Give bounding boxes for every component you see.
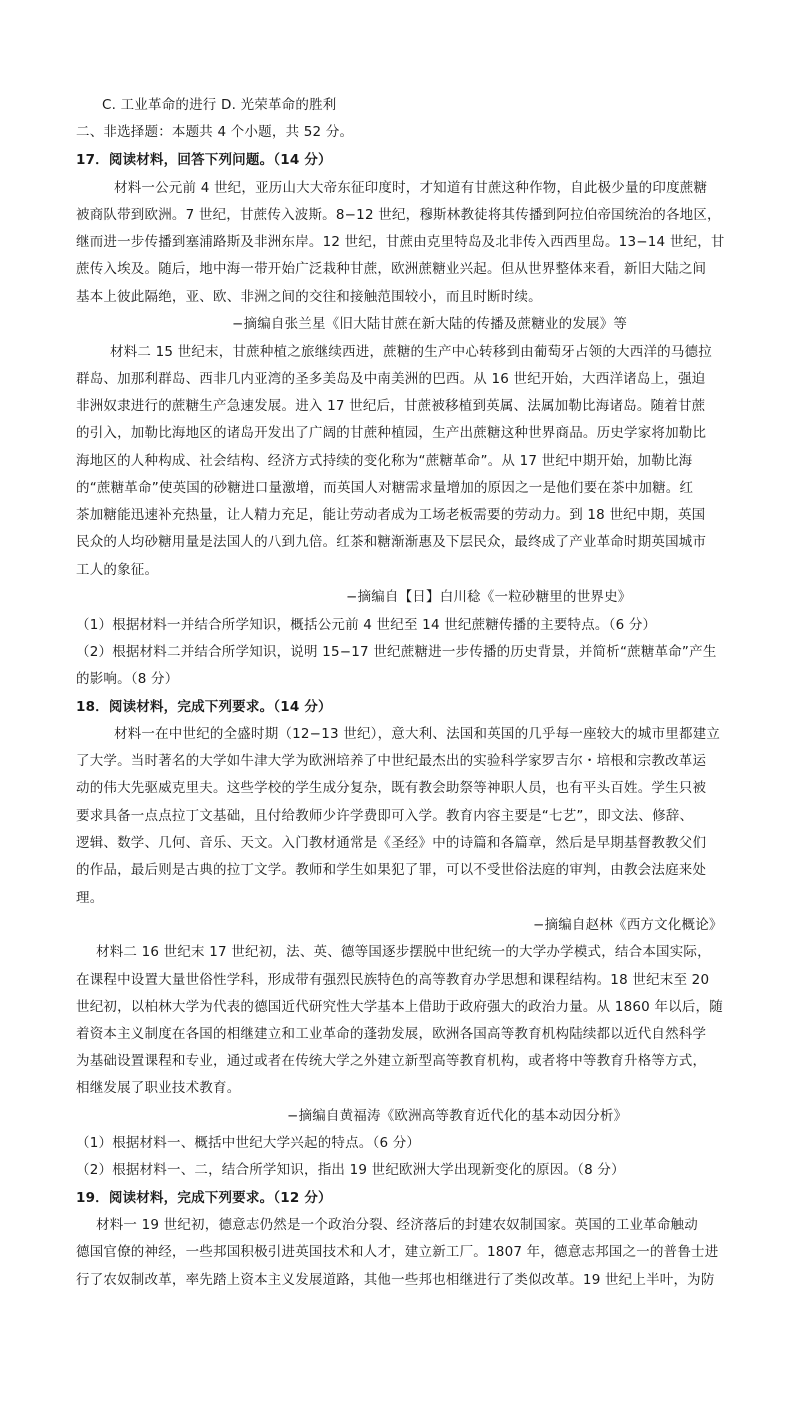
q17-material2-line: 材料二 15 世纪末，甘蔗种植之旅继续西进，蔗糖的生产中心转移到由葡萄牙占领的大西洋的马德拉 xyxy=(110,344,712,360)
q17-material2-line: 非洲奴隶进行的蔗糖生产急速发展。进入 17 世纪后，甘蔗被移植到英属、法属加勒比海诸岛。随着甘蔗 xyxy=(76,398,706,414)
q18-material1-line: 逻辑、数学、几何、音乐、天文。入门教材通常是《圣经》中的诗篇和各篇章，然后是早期基督教教父们 xyxy=(76,835,707,851)
q18-material2-line: 在课程中设置大量世俗性学科，形成带有强烈民族特色的高等教育办学思想和课程结构。18 世纪末至 20 xyxy=(76,972,710,988)
q17-material2-line: 的引入，加勒比海地区的诸岛开发出了广阔的甘蔗种植园，生产出蔗糖这种世界商品。历史学家将加勒比 xyxy=(76,425,707,441)
q17-material2-line: 茶加糖能迅速补充热量，让人精力充足，能让劳动者成为工场老板需要的劳动力。到 18 世纪中期，英国 xyxy=(76,507,706,523)
q18-subquestion-2: （2）根据材料一、二，结合所学知识，指出 19 世纪欧洲大学出现新变化的原因。（8 分） xyxy=(76,1162,625,1178)
q18-material2-line: 相继发展了职业技术教育。 xyxy=(76,1080,241,1096)
q18-material1-line: 的作品，最后则是古典的拉丁文学。教师和学生如果犯了罪，可以不受世俗法庭的审判，由教会法庭来处 xyxy=(76,862,707,878)
q18-material2-line: 为基础设置课程和专业，通过或者在传统大学之外建立新型高等教育机构，或者将中等教育升格等方式， xyxy=(76,1053,707,1069)
q18-material2-line: 世纪初，以柏林大学为代表的德国近代研究性大学基本上借助于政府强大的政治力量。从 1860 年以后，随 xyxy=(76,999,723,1015)
q17-material2-line: 群岛、加那利群岛、西非几内亚湾的圣多美岛及中南美洲的巴西。从 16 世纪开始，大西洋诸岛上，强迫 xyxy=(76,371,706,387)
q17-material2-line: 的“蔗糖革命”使英国的砂糖进口量激增，而英国人对糖需求量增加的原因之一是他们要在茶中加糖。红 xyxy=(76,480,694,496)
q17-material1-line: 材料一公元前 4 世纪，亚历山大大帝东征印度时，才知道有甘蔗这种作物，自此极少量的印度蔗糖 xyxy=(114,180,708,196)
q19-material1-line: 德国官僚的神经，一些邦国积极引进英国技术和人才，建立新工厂。1807 年，德意志邦国之一的普鲁士进 xyxy=(76,1244,719,1260)
q17-material1-line: 继而进一步传播到塞浦路斯及非洲东岸。12 世纪，甘蔗由克里特岛及北非传入西西里岛。13−14 世纪，甘 xyxy=(76,234,725,250)
q18-source-citation: −摘编自黄福涛《欧洲高等教育近代化的基本动因分析》 xyxy=(287,1108,628,1124)
q19-material1-line: 行了农奴制改革，率先踏上资本主义发展道路，其他一些邦也相继进行了类似改革。19 世纪上半叶，为防 xyxy=(76,1272,715,1288)
q17-material1-line: 被商队带到欧洲。7 世纪，甘蔗传入波斯。8−12 世纪，穆斯林教徒将其传播到阿拉伯帝国统治的各地区， xyxy=(76,207,721,223)
question-18-heading: 18．阅读材料，完成下列要求。（14 分） xyxy=(76,699,332,715)
q18-material1-line: 动的伟大先驱威克里夫。这些学校的学生成分复杂，既有教会助祭等神职人员，也有平头百姓。学生只被 xyxy=(76,780,707,796)
q17-subquestion-2: 的影响。（8 分） xyxy=(76,671,179,687)
q18-material1-line: 要求具备一点点拉丁文基础，且付给教师少许学费即可入学。教育内容主要是“七艺”，即文法、修辞、 xyxy=(76,808,694,824)
q17-material1-line: 基本上彼此隔绝，亚、欧、非洲之间的交往和接触范围较小，而且时断时续。 xyxy=(76,289,542,305)
q17-source-citation: −摘编自张兰星《旧大陆甘蔗在新大陆的传播及蔗糖业的发展》等 xyxy=(232,316,628,332)
section-heading: 二、非选择题：本题共 4 个小题，共 52 分。 xyxy=(76,124,354,140)
q17-source-citation: −摘编自【日】白川稔《一粒砂糖里的世界史》 xyxy=(346,589,632,605)
q18-subquestion-1: （1）根据材料一、概括中世纪大学兴起的特点。（6 分） xyxy=(76,1135,421,1151)
q17-material2-line: 海地区的人种构成、社会结构、经济方式持续的变化称为“蔗糖革命”。从 17 世纪中期开始，加勒比海 xyxy=(76,453,693,469)
q17-subquestion-1: （1）根据材料一并结合所学知识，概括公元前 4 世纪至 14 世纪蔗糖传播的主要特点。（6 分） xyxy=(76,617,657,633)
q17-material2-line: 工人的象征。 xyxy=(76,562,159,578)
q18-material2-line: 着资本主义制度在各国的相继建立和工业革命的蓬勃发展，欧洲各国高等教育机构陆续都以近代自然科学 xyxy=(76,1026,707,1042)
q18-material1-line: 了大学。当时著名的大学如牛津大学为欧洲培养了中世纪最杰出的实验科学家罗吉尔・培根和宗教改革运 xyxy=(76,753,707,769)
exam-option-line: C. 工业革命的进行 D. 光荣革命的胜利 xyxy=(102,97,337,113)
q17-subquestion-2: （2）根据材料二并结合所学知识，说明 15−17 世纪蔗糖进一步传播的历史背景，并简析“蔗糖革命”产生 xyxy=(76,644,717,660)
q18-source-citation: −摘编自赵林《西方文化概论》 xyxy=(533,917,723,933)
q18-material1-line: 理。 xyxy=(76,890,104,906)
q17-material2-line: 民众的人均砂糖用量是法国人的八到九倍。红茶和糖渐渐惠及下层民众，最终成了产业革命时期英国城市 xyxy=(76,534,707,550)
q17-material1-line: 蔗传入埃及。随后，地中海一带开始广泛栽种甘蔗，欧洲蔗糖业兴起。但从世界整体来看，新旧大陆之间 xyxy=(76,261,707,277)
question-19-heading: 19．阅读材料，完成下列要求。（12 分） xyxy=(76,1190,332,1206)
q18-material2-line: 材料二 16 世纪末 17 世纪初，法、英、德等国逐步摆脱中世纪统一的大学办学模式，结合本国实际， xyxy=(96,944,711,960)
q19-material1-line: 材料一 19 世纪初，德意志仍然是一个政治分裂、经济落后的封建农奴制国家。英国的工业革命触动 xyxy=(96,1217,698,1233)
q18-material1-line: 材料一在中世纪的全盛时期（12−13 世纪），意大利、法国和英国的几乎每一座较大的城市里都建立 xyxy=(114,726,721,742)
question-17-heading: 17．阅读材料，回答下列问题。（14 分） xyxy=(76,152,332,168)
